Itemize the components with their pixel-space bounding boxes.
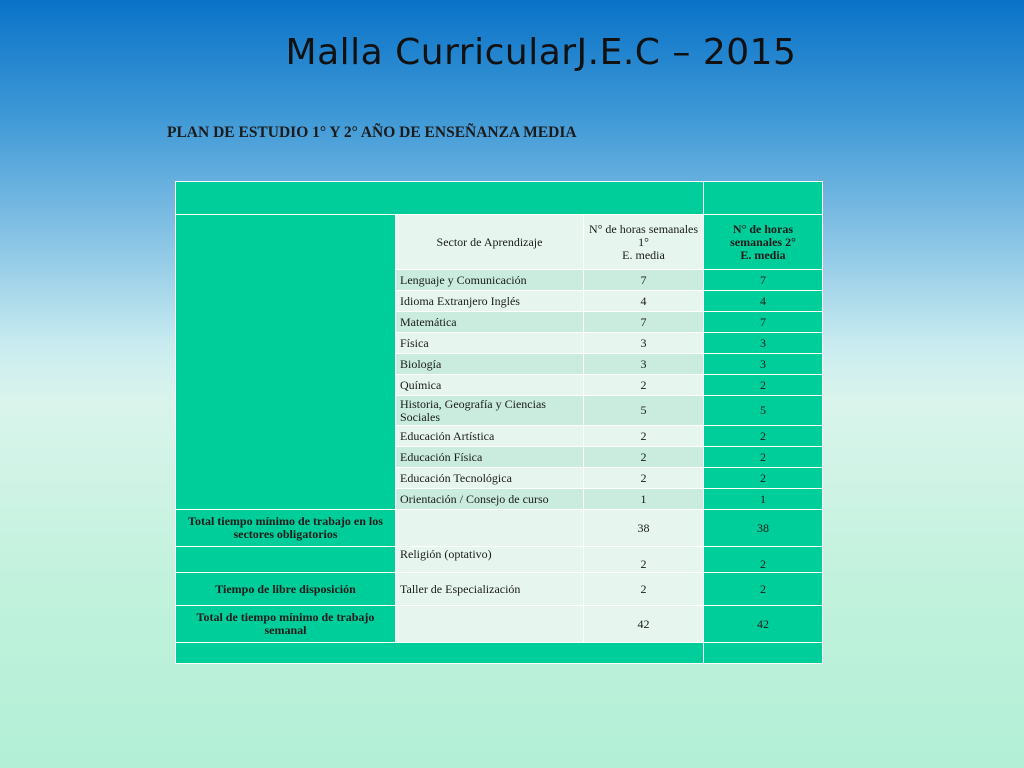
- bottom-blank-cell-right: [704, 643, 823, 664]
- hours-1: 4: [584, 291, 704, 312]
- hours-2: 7: [704, 270, 823, 291]
- top-blank-cell: [176, 182, 704, 215]
- total-obligatorio-blank: [396, 510, 584, 547]
- top-blank-cell-right: [704, 182, 823, 215]
- hours-1: 2: [584, 375, 704, 396]
- hours-2: 3: [704, 354, 823, 375]
- subject-name: Química: [396, 375, 584, 396]
- subject-name: Idioma Extranjero Inglés: [396, 291, 584, 312]
- subject-name: Educación Física: [396, 447, 584, 468]
- header-hours-1: N° de horas semanales 1° E. media: [584, 215, 704, 270]
- hours-1: 3: [584, 354, 704, 375]
- total-obligatorio-hours-1: 38: [584, 510, 704, 547]
- religion-hours-1: 2: [584, 547, 704, 573]
- subject-name: Educación Artística: [396, 426, 584, 447]
- hours-2: 7: [704, 312, 823, 333]
- plan-subtitle: PLAN DE ESTUDIO 1° Y 2° AÑO DE ENSEÑANZA MEDIA: [167, 124, 577, 141]
- religion-hours-2: 2: [704, 547, 823, 573]
- slide-title: Malla CurricularJ.E.C – 2015: [285, 32, 797, 73]
- total-semanal-hours-1: 42: [584, 606, 704, 643]
- left-blank-block: [176, 215, 396, 510]
- hours-2: 2: [704, 375, 823, 396]
- hours-2: 2: [704, 468, 823, 489]
- subject-name: Física: [396, 333, 584, 354]
- hours-2: 1: [704, 489, 823, 510]
- subject-name: Matemática: [396, 312, 584, 333]
- libre-hours-1: 2: [584, 573, 704, 606]
- curriculum-table: [175, 181, 823, 664]
- hours-1: 2: [584, 468, 704, 489]
- hours-1: 5: [584, 396, 704, 426]
- religion-name: Religión (optativo): [396, 547, 584, 573]
- libre-disposicion-label: Tiempo de libre disposición: [176, 573, 396, 606]
- total-obligatorio-label: Total tiempo mínimo de trabajo en los sectores obligatorios: [176, 510, 396, 547]
- hours-1: 7: [584, 270, 704, 291]
- total-obligatorio-hours-2: 38: [704, 510, 823, 547]
- hours-1: 7: [584, 312, 704, 333]
- hours-2: 5: [704, 396, 823, 426]
- subject-name: Orientación / Consejo de curso: [396, 489, 584, 510]
- header-sector: Sector de Aprendizaje: [396, 215, 584, 270]
- hours-2: 2: [704, 447, 823, 468]
- hours-2: 2: [704, 426, 823, 447]
- total-semanal-label: Total de tiempo mínimo de trabajo semanal: [176, 606, 396, 643]
- libre-hours-2: 2: [704, 573, 823, 606]
- religion-blank: [176, 547, 396, 573]
- header-hours-2: N° de horas semanales 2° E. media: [704, 215, 823, 270]
- bottom-blank-cell: [176, 643, 704, 664]
- hours-1: 3: [584, 333, 704, 354]
- total-semanal-hours-2: 42: [704, 606, 823, 643]
- hours-2: 3: [704, 333, 823, 354]
- total-semanal-blank: [396, 606, 584, 643]
- subject-name: Biología: [396, 354, 584, 375]
- hours-1: 2: [584, 447, 704, 468]
- hours-2: 4: [704, 291, 823, 312]
- subject-name: Historia, Geografía y Ciencias Sociales: [396, 396, 584, 426]
- subject-name: Lenguaje y Comunicación: [396, 270, 584, 291]
- subject-name: Educación Tecnológica: [396, 468, 584, 489]
- hours-1: 2: [584, 426, 704, 447]
- taller-name: Taller de Especialización: [396, 573, 584, 606]
- hours-1: 1: [584, 489, 704, 510]
